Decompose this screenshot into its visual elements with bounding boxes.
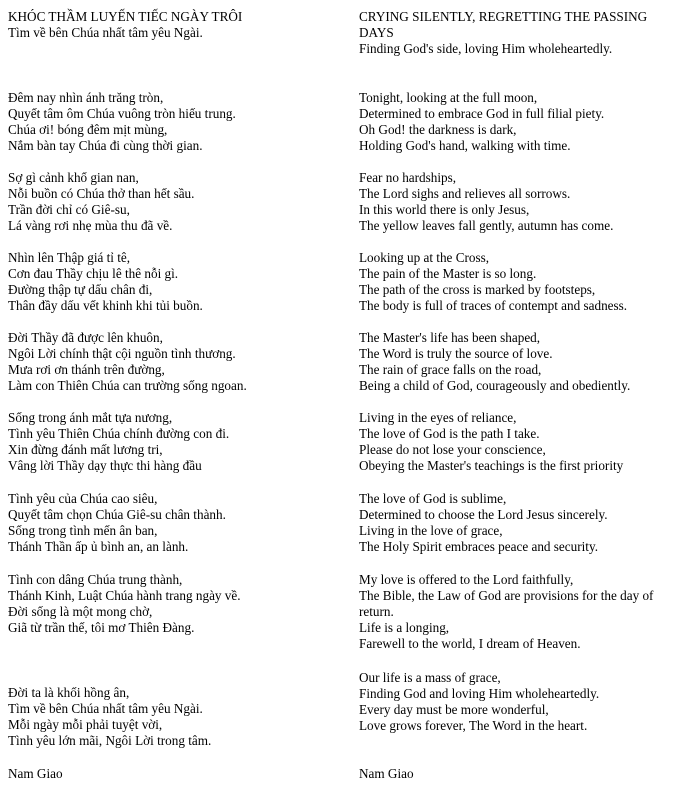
poem-line: The love of God is sublime, [359, 491, 507, 506]
poem-line: Nắm bàn tay Chúa đi cùng thời gian. [8, 138, 203, 153]
english-author: Nam Giao [359, 766, 414, 781]
poem-line: Tình yêu Thiên Chúa chính đường con đi. [8, 426, 230, 441]
stanza [8, 330, 343, 394]
poem-line: The Word is truly the source of love. [359, 346, 553, 361]
poem-line: Trần đời chỉ có Giê-su, [8, 202, 130, 217]
poem-line: Đường thập tự dấu chân đi, [8, 282, 153, 297]
stanza [359, 670, 671, 734]
poem-line: The Lord sighs and relieves all sorrows. [359, 186, 571, 201]
stanza [359, 410, 671, 474]
poem-line: Farewell to the world, I dream of Heaven. [359, 636, 581, 651]
vietnamese-title: KHÓC THẦM LUYẾN TIẾC NGÀY TRÔI [8, 9, 243, 24]
stanza [8, 250, 343, 314]
vietnamese-author: Nam Giao [8, 766, 63, 781]
poem-line: Looking up at the Cross, [359, 250, 490, 265]
stanza [359, 491, 671, 555]
stanza [8, 572, 343, 636]
poem-line: The love of God is the path I take. [359, 426, 540, 441]
stanza [8, 170, 343, 234]
poem-line: Being a child of God, courageously and obediently. [359, 378, 631, 393]
poem-line: Every day must be more wonderful, [359, 702, 549, 717]
poem-line: The yellow leaves fall gently, autumn has come. [359, 218, 614, 233]
vietnamese-subtitle: Tìm về bên Chúa nhất tâm yêu Ngài. [8, 25, 203, 40]
poem-line: Sống trong ánh mắt tựa nương, [8, 410, 173, 425]
poem-line: Living in the eyes of reliance, [359, 410, 517, 425]
poem-line: Đời ta là khối hồng ân, [8, 685, 130, 700]
stanza [8, 491, 343, 555]
poem-line: Please do not lose your conscience, [359, 442, 546, 457]
poem-line: Determined to embrace God in full filial piety. [359, 106, 605, 121]
poem-line: Vâng lời Thầy dạy thực thi hàng đầu [8, 458, 202, 473]
stanza [359, 170, 671, 234]
english-poem-column [359, 9, 671, 733]
poem-line: The body is full of traces of contempt and sadness. [359, 298, 628, 313]
poem-line: Thân đầy dấu vết khinh khi tủi buồn. [8, 298, 203, 313]
poem-line: Living in the love of grace, [359, 523, 503, 538]
stanza [359, 330, 671, 394]
poem-line: Tình yêu của Chúa cao siêu, [8, 491, 158, 506]
poem-line: My love is offered to the Lord faithfully, [359, 572, 574, 587]
poem-line: Sống trong tình mến ân ban, [8, 523, 158, 538]
poem-line: In this world there is only Jesus, [359, 202, 530, 217]
stanza [8, 685, 343, 749]
poem-line: The rain of grace falls on the road, [359, 362, 542, 377]
poem-line: Determined to choose the Lord Jesus sincerely. [359, 507, 608, 522]
poem-line: Tonight, looking at the full moon, [359, 90, 538, 105]
poem-line: Giã từ trần thế, tôi mơ Thiên Đàng. [8, 620, 195, 635]
poem-line: Đêm nay nhìn ánh trăng tròn, [8, 90, 164, 105]
poem-line: Thánh Kinh, Luật Chúa hành trang ngày về. [8, 588, 241, 603]
poem-line: Obeying the Master's teachings is the first priority [359, 458, 624, 473]
stanza [359, 250, 671, 314]
poem-line: Nỗi buồn có Chúa thở than hết sầu. [8, 186, 195, 201]
poem-line: Life is a longing, [359, 620, 450, 635]
poem-line: Đời Thầy đã được lên khuôn, [8, 330, 163, 345]
english-title: CRYING SILENTLY, REGRETTING THE PASSING DAYS [359, 9, 651, 40]
poem-line: Holding God's hand, walking with time. [359, 138, 571, 153]
poem-line: Làm con Thiên Chúa can trường sống ngoan. [8, 378, 247, 393]
poem-line: Xin đừng đánh mất lương tri, [8, 442, 163, 457]
poem-line: Tình yêu lớn mãi, Ngôi Lời trong tâm. [8, 733, 212, 748]
english-subtitle: Finding God's side, loving Him wholeheartedly. [359, 41, 613, 56]
vietnamese-poem-column [8, 9, 343, 748]
poem-line: Our life is a mass of grace, [359, 670, 501, 685]
poem-line: Finding God and loving Him wholeheartedly. [359, 686, 600, 701]
poem-line: Nhìn lên Thập giá tỉ tê, [8, 250, 131, 265]
poem-line: Quyết tâm ôm Chúa vuông tròn hiếu trung. [8, 106, 236, 121]
poem-line: Fear no hardships, [359, 170, 457, 185]
poem-line: The Bible, the Law of God are provisions for the day of return. [359, 588, 654, 619]
poem-line: Đời sống là một mong chờ, [8, 604, 153, 619]
poem-line: Lá vàng rơi nhẹ mùa thu đã về. [8, 218, 173, 233]
poem-line: The Holy Spirit embraces peace and security. [359, 539, 598, 554]
poem-line: The Master's life has been shaped, [359, 330, 541, 345]
poem-line: Love grows forever, The Word in the heart. [359, 718, 588, 733]
poem-line: Ngôi Lời chính thật cội nguồn tình thương. [8, 346, 236, 361]
poem-line: Quyết tâm chọn Chúa Giê-su chân thành. [8, 507, 226, 522]
poem-line: Tìm về bên Chúa nhất tâm yêu Ngài. [8, 701, 203, 716]
stanza [359, 90, 671, 154]
poem-line: Chúa ơi! bóng đêm mịt mùng, [8, 122, 168, 137]
poem-line: Cơn đau Thầy chịu lê thê nỗi gì. [8, 266, 179, 281]
poem-line: Oh God! the darkness is dark, [359, 122, 517, 137]
poem-line: Mưa rơi ơn thánh trên đường, [8, 362, 165, 377]
stanza [8, 410, 343, 474]
poem-line: Mỗi ngày mỗi phải tuyệt vời, [8, 717, 163, 732]
poem-line: Sợ gì cảnh khổ gian nan, [8, 170, 139, 185]
stanza [359, 572, 671, 652]
poem-line: The path of the cross is marked by footsteps, [359, 282, 596, 297]
stanza [8, 90, 343, 154]
poem-line: Thánh Thần ấp ủ bình an, an lành. [8, 539, 189, 554]
poem-line: Tình con dâng Chúa trung thành, [8, 572, 183, 587]
poem-line: The pain of the Master is so long. [359, 266, 537, 281]
